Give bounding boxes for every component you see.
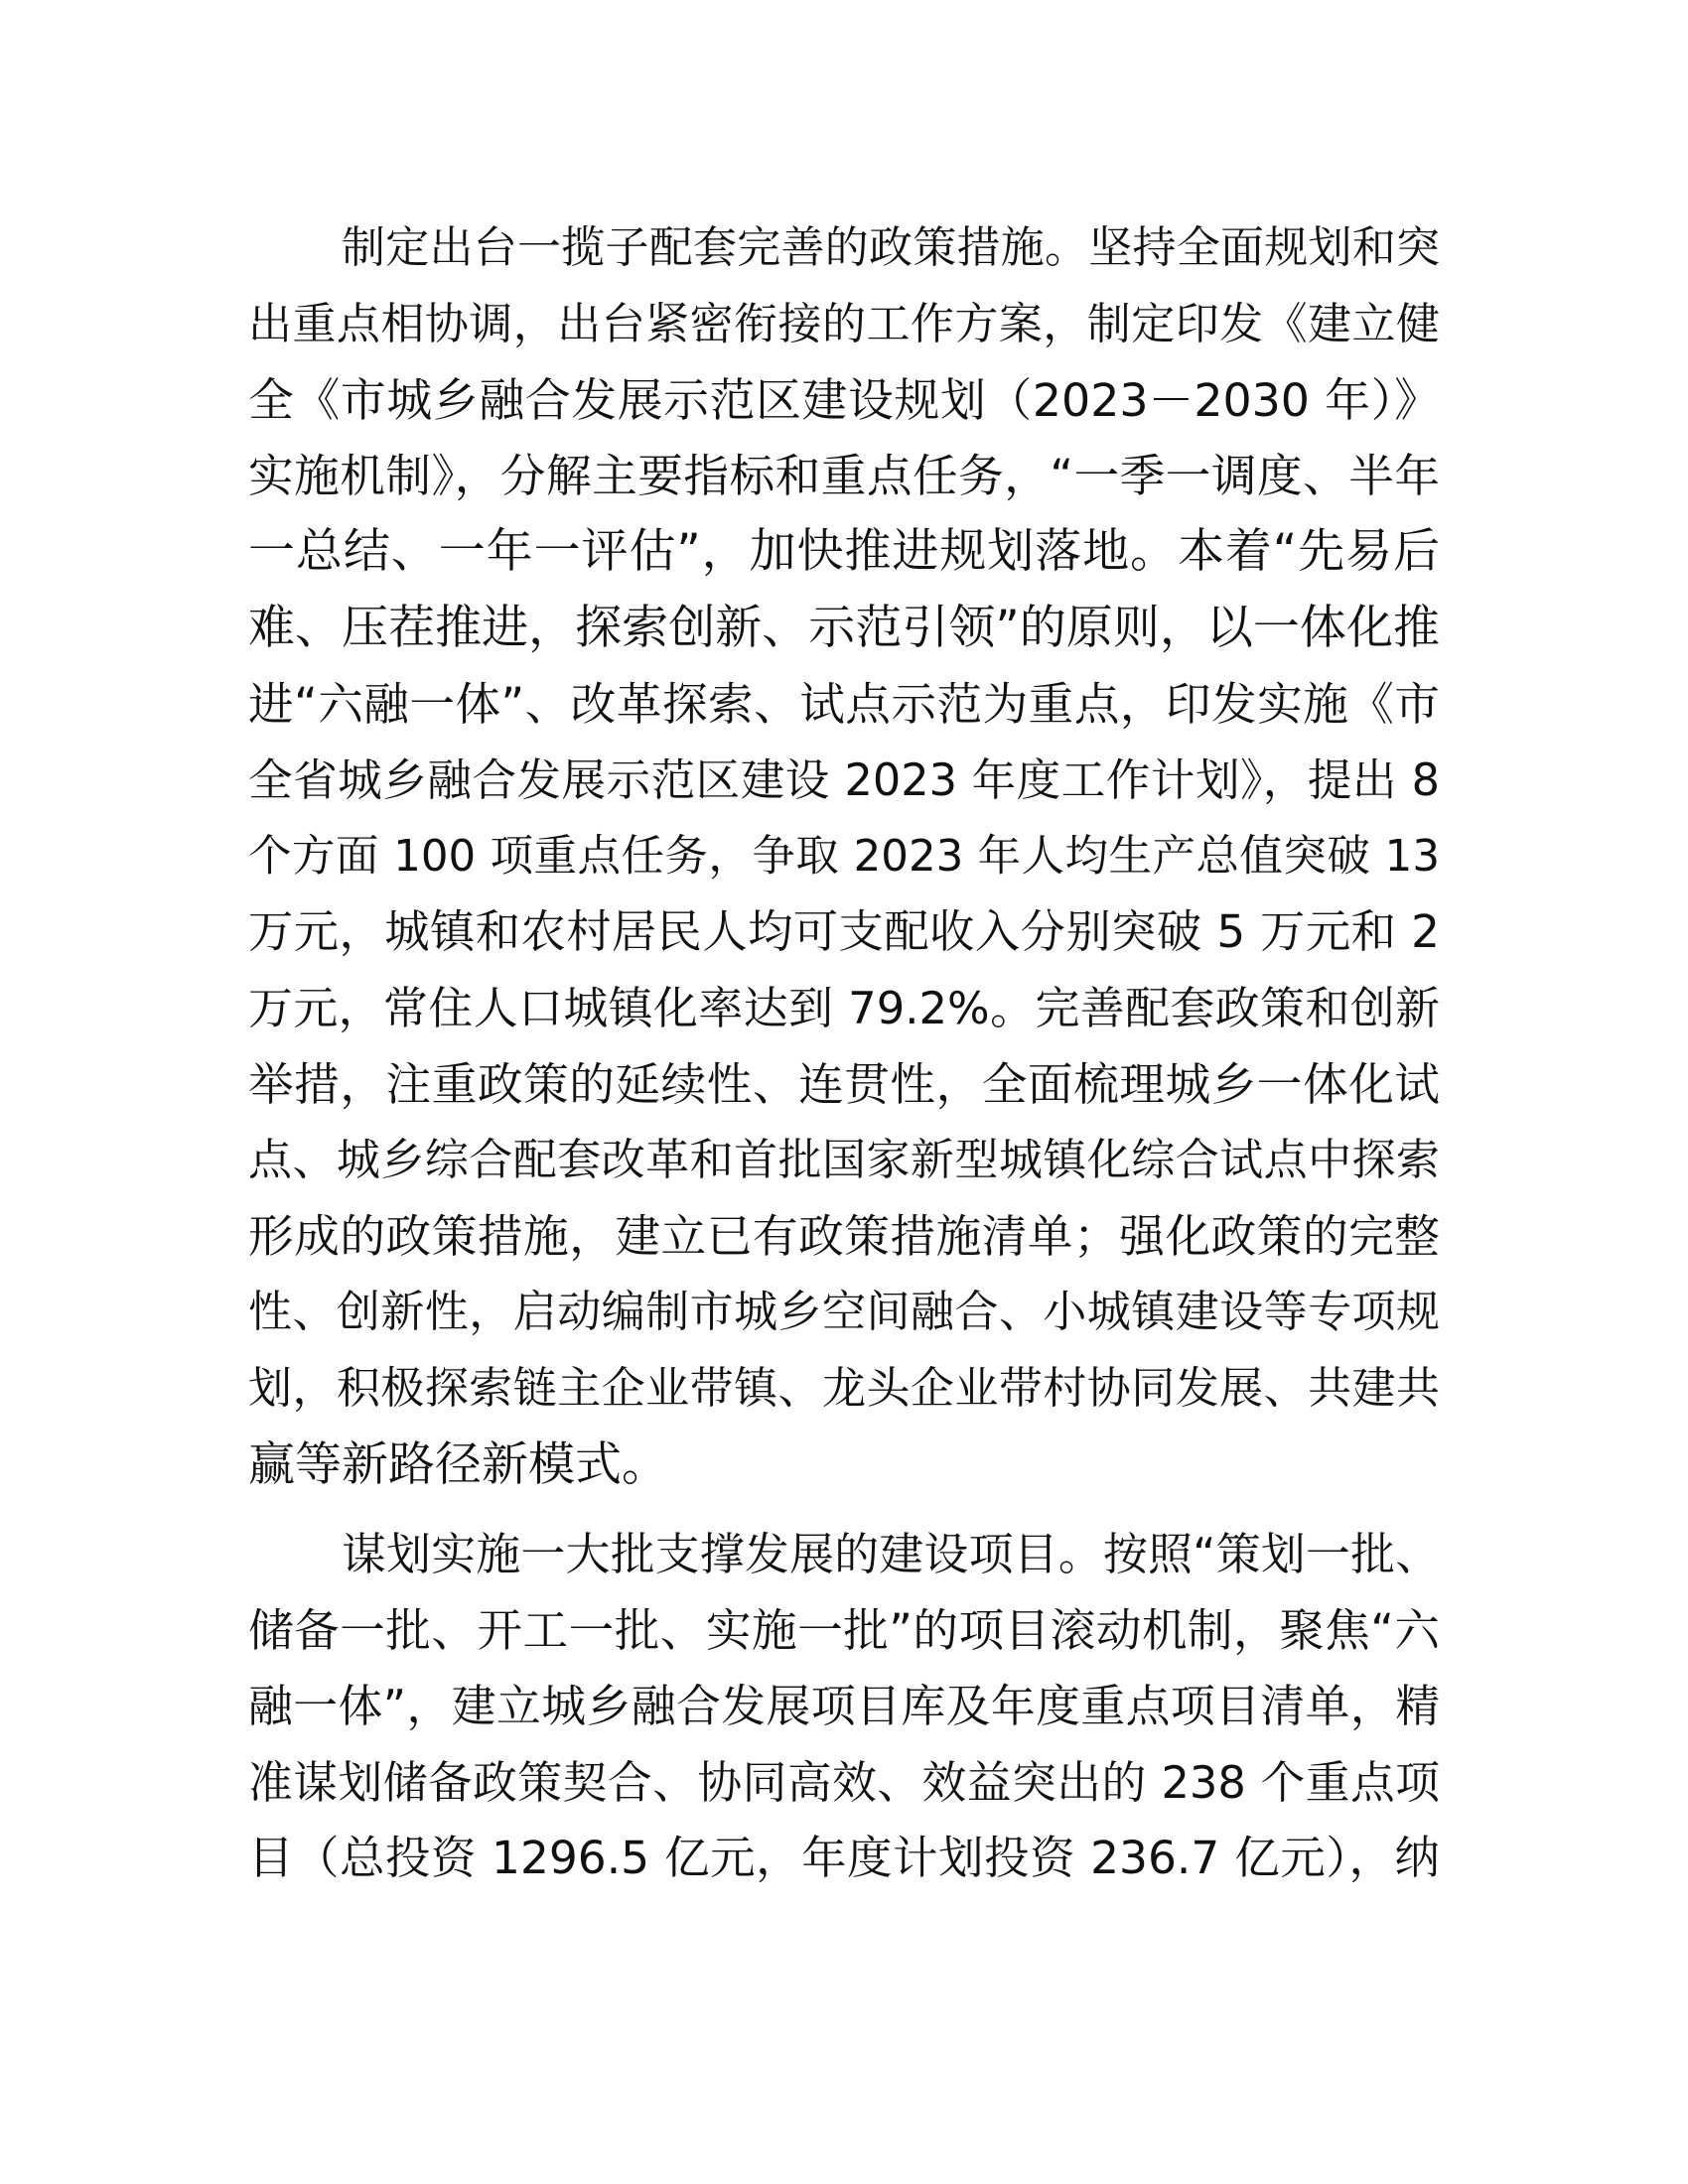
text-line: 划，积极探索链主企业带镇、龙头企业带村协同发展、共建共 <box>248 1362 1440 1414</box>
text-line: 举措，注重政策的延续性、连贯性，全面梳理城乡一体化试 <box>248 1057 1440 1111</box>
text-line: 性、创新性，启动编制市城乡空间融合、小城镇建设等专项规 <box>248 1287 1440 1338</box>
paragraph-construction-projects <box>248 1517 1440 1897</box>
text-line: 融一体”，建立城乡融合发展项目库及年度重点项目清单，精 <box>248 1680 1440 1733</box>
text-line: 目（总投资 1296.5 亿元，年度计划投资 236.7 亿元），纳 <box>248 1832 1440 1885</box>
text-line: 制定出台一揽子配套完善的政策措施。坚持全面规划和突 <box>342 222 1440 273</box>
text-line: 准谋划储备政策契合、协同高效、效益突出的 238 个重点项 <box>248 1755 1440 1809</box>
text-line: 进“六融一体”、改革探索、试点示范为重点，印发实施《市 <box>248 677 1440 731</box>
paragraph-policy-measures <box>248 210 1440 1503</box>
text-line: 全《市城乡融合发展示范区建设规划（2023－2030 年）》 <box>248 373 1440 428</box>
text-line: 实施机制》，分解主要指标和重点任务，“一季一调度、半年 <box>248 449 1440 502</box>
text-line: 储备一批、开工一批、实施一批”的项目滚动机制，聚焦“六 <box>248 1603 1440 1657</box>
text-line: 赢等新路径新模式。 <box>248 1436 668 1492</box>
text-line: 个方面 100 项重点任务，争取 2023 年人均生产总值突破 13 <box>248 831 1440 882</box>
text-line: 形成的政策措施，建立已有政策措施清单；强化政策的完整 <box>248 1209 1440 1263</box>
text-line: 谋划实施一大批支撑发展的建设项目。按照“策划一批、 <box>342 1528 1440 1580</box>
text-line: 全省城乡融合发展示范区建设 2023 年度工作计划》，提出 8 <box>248 754 1440 807</box>
text-line: 万元，城镇和农村居民人均可支配收入分别突破 5 万元和 2 <box>248 905 1440 959</box>
text-line: 一总结、一年一评估”，加快推进规划落地。本着“先易后 <box>248 524 1440 580</box>
text-line: 难、压茬推进，探索创新、示范引领”的原则，以一体化推 <box>248 600 1440 655</box>
text-line: 出重点相协调，出台紧密衔接的工作方案，制定印发《建立健 <box>248 298 1440 349</box>
text-line: 点、城乡综合配套改革和首批国家新型城镇化综合试点中探索 <box>248 1135 1440 1186</box>
text-line: 万元，常住人口城镇化率达到 79.2%。完善配套政策和创新 <box>248 981 1440 1034</box>
